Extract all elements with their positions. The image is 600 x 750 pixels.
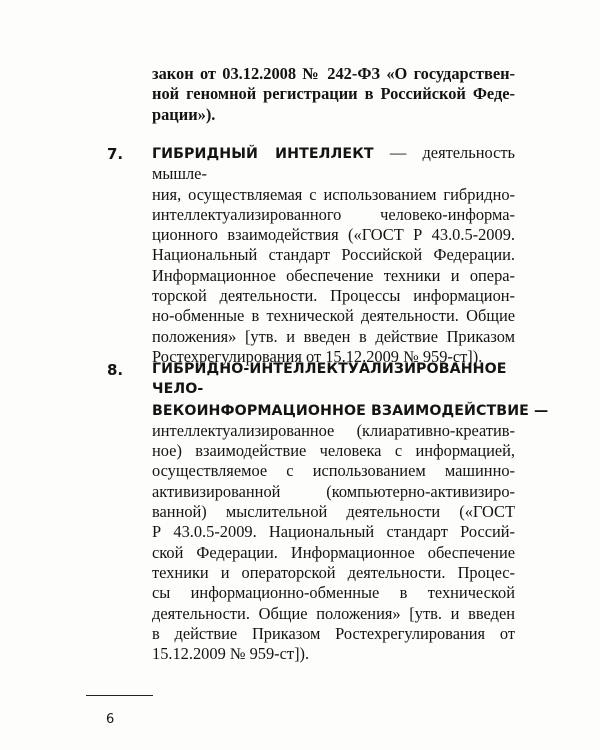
entry-7-line: Ростехрегулирования от 15.12.2009 № 959-ст]). — [152, 346, 483, 366]
entry-8-definition — [152, 359, 549, 664]
entry-8-line: сы информационно-обменные в технической — [152, 583, 515, 603]
entry-8-term-dash: — — [528, 402, 549, 419]
entry-8-term-line: ГИБРИДНО-ИНТЕЛЛЕКТУАЛИЗИРОВАННОЕ ЧЕЛО- — [152, 361, 507, 398]
footnote-divider — [86, 695, 153, 696]
entry-8-term: ВЕКОИНФОРМАЦИОННОЕ ВЗАИМОДЕЙСТВИЕ — [152, 402, 529, 419]
entry-7-line: Национальный стандарт Российской Федерации. — [152, 245, 515, 265]
entry-7-line: интеллектуализированного человеко-информа- — [152, 204, 515, 224]
entry-7-line: но-обменные в технической деятельности. Общие — [152, 306, 515, 326]
entry-8-line: 15.12.2009 № 959-ст]). — [152, 644, 310, 664]
entry-8-number: 8. — [107, 361, 124, 379]
entry-8-line: интеллектуализированное (клиаративно-креатив- — [152, 420, 515, 440]
entry-7-line: ния, осуществляемая с использованием гибридно- — [152, 184, 515, 204]
entry-8-line: в действие Приказом Ростехрегулирования от — [152, 623, 515, 643]
entry-8-term-second-line — [152, 400, 549, 421]
entry-8-line: деятельности. Общие положения» [утв. и введен — [152, 603, 515, 623]
entry-7-first-line — [152, 143, 515, 185]
entry-8-line: техники и операторской деятельности. Процес- — [152, 562, 515, 582]
page-number: 6 — [106, 712, 115, 727]
intro-line: рации»). — [152, 104, 216, 124]
entry-7-number: 7. — [107, 145, 124, 163]
entry-7-line: торской деятельности. Процессы информацион- — [152, 286, 515, 306]
entry-8-line: Р 43.0.5-2009. Национальный стандарт Россий- — [152, 522, 515, 542]
entry-7-first-line-rest: — деятельность мышле- — [152, 143, 515, 184]
intro-paragraph — [152, 64, 515, 125]
entry-8-line: активизированной (компьютерно-активизиро- — [152, 481, 515, 501]
entry-8-line: осуществляемое с использованием машинно- — [152, 461, 515, 481]
entry-7-definition — [152, 143, 515, 367]
entry-8-line: ской Федерации. Информационное обеспечение — [152, 542, 515, 562]
entry-7-term: ГИБРИДНЫЙ ИНТЕЛЛЕКТ — [152, 146, 374, 162]
entry-7-line: ционного взаимодействия («ГОСТ Р 43.0.5-2009. — [152, 225, 515, 245]
entry-7-line: положения» [утв. и введен в действие Приказом — [152, 326, 515, 346]
intro-line: закон от 03.12.2008 № 242-ФЗ «О государствен- — [152, 64, 515, 83]
entry-8-line: ванной) мыслительной деятельности («ГОСТ — [152, 502, 515, 522]
entry-8-line: ное) взаимодействие человека с информацией, — [152, 441, 515, 461]
intro-line: ной геномной регистрации в Российской Феде- — [152, 84, 515, 104]
entry-7-line: Информационное обеспечение техники и опера- — [152, 265, 515, 285]
